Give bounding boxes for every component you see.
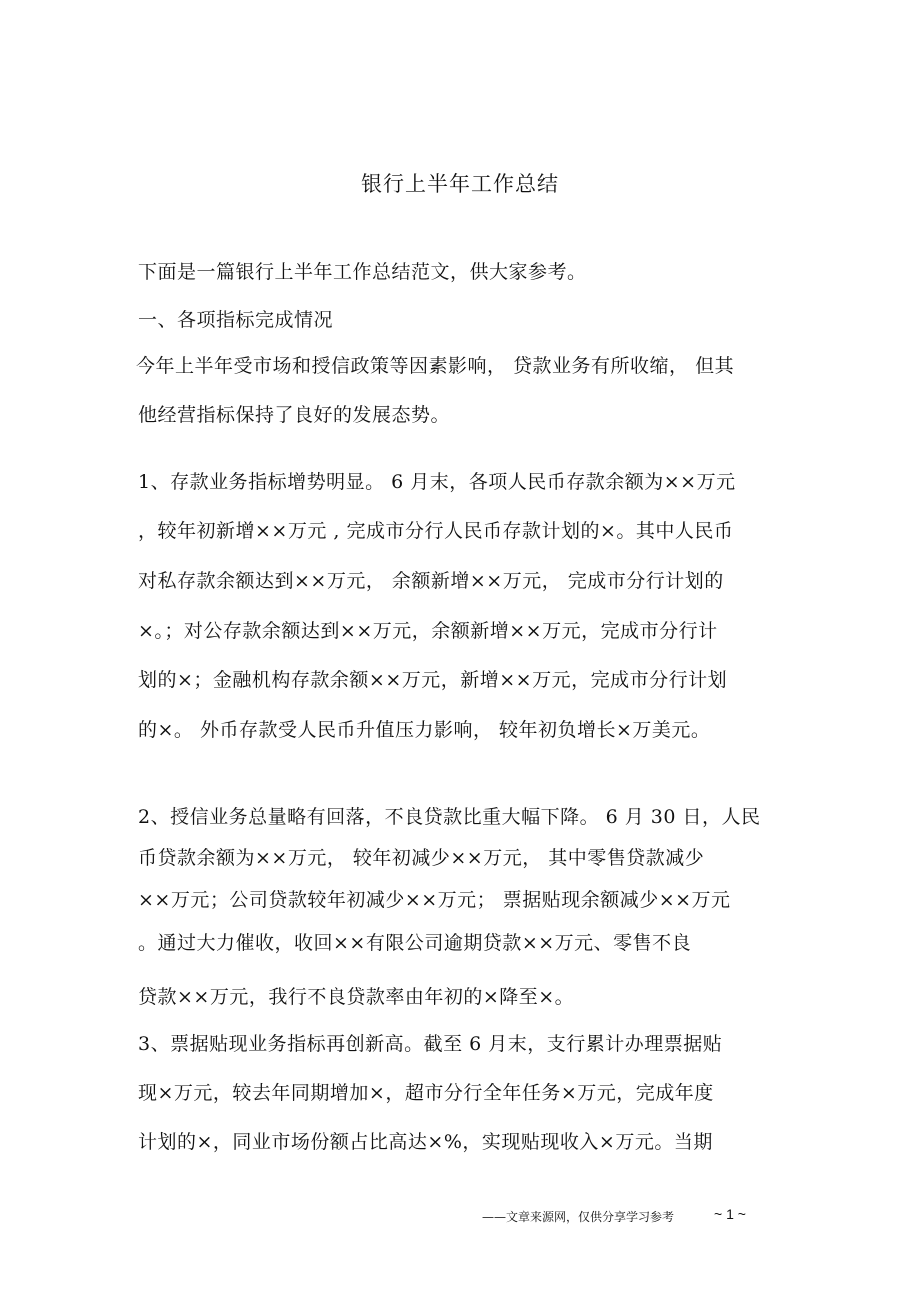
item2-line-1: 2、授信业务总量略有回落，不良贷款比重大幅下降。 6 月 30 日，人民 — [138, 806, 761, 828]
overview-line-2: 他经营指标保持了良好的发展态势。 — [138, 404, 451, 426]
item1-line-6: 的×。 外币存款受人民币升值压力影响， 较年初负增长×万美元。 — [138, 719, 711, 741]
page-number: ~ 1 ~ — [714, 1206, 746, 1222]
footer-source-note: ——文章来源网，仅供分享学习参考 — [482, 1210, 675, 1224]
item3-line-1: 3、票据贴现业务指标再创新高。截至 6 月末，支行累计办理票据贴 — [138, 1033, 723, 1055]
document-title: 银行上半年工作总结 — [361, 172, 559, 196]
item1-line-1: 1、存款业务指标增势明显。 6 月末，各项人民币存款余额为××万元 — [138, 471, 736, 493]
item3-line-3: 计划的×，同业市场份额占比高达×%，实现贴现收入×万元。当期 — [138, 1131, 713, 1153]
item1-line-4: ×。；对公存款余额达到××万元，余额新增××万元，完成市分行计 — [138, 620, 718, 642]
item1-line-3: 对私存款余额达到××万元， 余额新增××万元， 完成市分行计划的 — [138, 570, 724, 592]
intro-paragraph: 下面是一篇银行上半年工作总结范文，供大家参考。 — [138, 261, 587, 283]
item1-line-5: 划的×；金融机构存款余额××万元，新增××万元，完成市分行计划 — [138, 669, 728, 691]
item2-line-5: 贷款××万元，我行不良贷款率由年初的×降至×。 — [138, 986, 575, 1008]
section-heading: 一、各项指标完成情况 — [138, 309, 334, 331]
item3-line-2: 现×万元，较去年同期增加×，超市分行全年任务×万元，完成年度 — [138, 1082, 714, 1104]
item2-line-2: 币贷款余额为××万元， 较年初减少××万元， 其中零售贷款减少 — [138, 847, 705, 869]
overview-line-1: 今年上半年受市场和授信政策等因素影响， 贷款业务有所收缩， 但其 — [136, 355, 735, 377]
item2-line-4: 。通过大力催收，收回××有限公司逾期贷款××万元、零售不良 — [138, 932, 692, 954]
item2-line-3: ××万元；公司贷款较年初减少××万元； 票据贴现余额减少××万元 — [138, 889, 731, 911]
item1-line-2: ，较年初新增××万元 , 完成市分行人民币存款计划的×。其中人民币 — [138, 520, 734, 542]
